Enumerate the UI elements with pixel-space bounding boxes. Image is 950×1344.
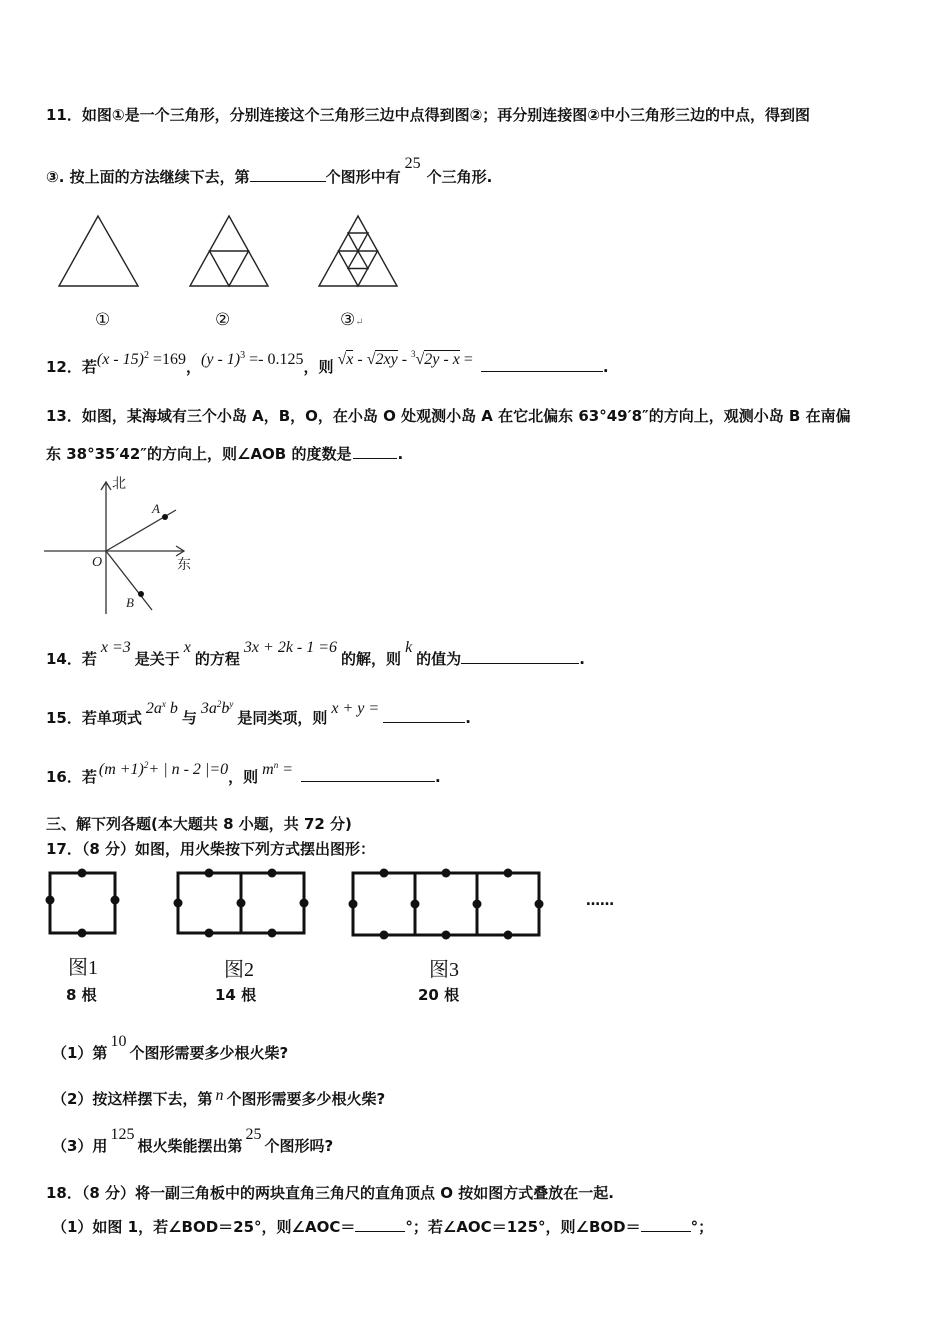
q17-p3-number: 125	[110, 1126, 135, 1143]
q13-line1: 13．如图，某海域有三个小岛 A，B，O，在小岛 O 处观测小岛 A 在它北偏东 63°49′8″的方向上，观测小岛 B 在南偏	[46, 407, 851, 425]
q15-m2sup2: y	[229, 699, 234, 709]
q17-p3-text-c: 个图形吗?	[264, 1137, 334, 1155]
q12-radicand3: 2y - x	[424, 351, 460, 368]
section-heading: 三、解下列各题(本大题共 8 小题，共 72 分)	[46, 815, 352, 833]
q14-math3: 3x + 2k - 1 =6	[243, 639, 338, 656]
q14-text4: 的值为	[416, 650, 462, 668]
fig-label-1: ①	[95, 310, 111, 329]
east-label: 东	[177, 557, 191, 573]
fig-count-2: 14 根	[215, 986, 257, 1004]
q17-p2-n: n	[215, 1087, 224, 1104]
fig-count-3: 20 根	[418, 986, 460, 1004]
q13-text: 东 38°35′42″的方向上，则∠AOB 的度数是	[46, 445, 352, 463]
q16-prefix: 16．若	[46, 768, 97, 786]
q12-expr1: (x - 15)	[96, 351, 144, 368]
q14-text1: 是关于	[134, 650, 180, 668]
fig-label-2: ②	[215, 310, 231, 329]
q16-m1sup: 2	[143, 760, 149, 770]
q15-text1: 与	[181, 709, 197, 727]
continuation-dots: ……	[586, 893, 614, 909]
q15-m2a: 3a	[200, 700, 217, 717]
q17-p3-number2: 25	[245, 1126, 262, 1143]
q15-m1a: 2a	[145, 700, 162, 717]
fig-caption-1: 图1	[68, 957, 98, 979]
q12-prefix: 12．若	[46, 358, 97, 376]
q16-m1: (m +1)	[98, 761, 144, 778]
q16-m4: =	[278, 761, 293, 778]
q17-part1	[52, 1033, 289, 1063]
q14-end: .	[579, 650, 585, 668]
q15-end: .	[465, 709, 471, 727]
q15-m2sup1: 2	[216, 699, 222, 709]
q17-p2-text-a: （2）按这样摆下去，第	[52, 1090, 213, 1108]
q12-radicand1: x	[346, 351, 354, 368]
q11-text-b: 个图形中有	[325, 168, 401, 186]
return-mark: ↵	[355, 317, 364, 328]
q17-p1-number: 10	[110, 1033, 127, 1050]
q17-p1-text-b: 个图形需要多少根火柴?	[129, 1044, 289, 1062]
q16-m3sup: n	[273, 760, 279, 770]
q15-m1sup: x	[161, 699, 166, 709]
q17-p1-text-a: （1）第	[52, 1044, 108, 1062]
q17-p3-text-b: 根火柴能摆出第	[137, 1137, 243, 1155]
q12-comma: ，	[186, 358, 202, 376]
q17-part3	[52, 1126, 334, 1156]
q14-math2: x	[183, 639, 191, 656]
q18-p1-text-b: °；若∠AOC＝125°，则∠BOD＝	[405, 1218, 641, 1236]
q12-cube-index: 3	[411, 349, 416, 359]
q17-part2	[52, 1088, 385, 1109]
q15-prefix: 15．若单项式	[46, 709, 142, 727]
q11-text-a: ③. 按上面的方法继续下去，第	[46, 168, 250, 186]
q12-eq2: =- 0.125	[249, 351, 304, 368]
fig-caption-2: 图2	[224, 959, 254, 981]
q15-m2b: b	[221, 700, 230, 717]
q18-p1-text-c: °；	[690, 1218, 714, 1236]
q12-minus2: -	[397, 351, 412, 368]
fig-caption-3: 图3	[429, 959, 459, 981]
label-B: B	[126, 595, 134, 610]
q12-eq3: =	[459, 351, 473, 368]
q14-math4: k	[405, 639, 413, 656]
q12-expr2: (y - 1)	[201, 351, 241, 368]
q15-text2: 是同类项，则	[237, 709, 328, 727]
q17-p2-text-b: 个图形需要多少根火柴?	[226, 1090, 386, 1108]
q14-math1: x =3	[100, 639, 131, 656]
q16-m2: + | n - 2 |=0	[148, 761, 229, 778]
q16-end: .	[434, 768, 441, 786]
q12-exp1: 2	[143, 350, 149, 361]
q11-line1: 11．如图①是一个三角形，分别连接这个三角形三边中点得到图②；再分别连接图②中小三角形三边的中点，得到图	[46, 106, 810, 124]
q18-part1	[52, 1216, 713, 1237]
q11-text-c: 个三角形.	[426, 168, 493, 186]
q12-then: ，则	[303, 358, 334, 376]
north-label: 北	[112, 476, 126, 492]
fig-label-3: ③↵	[340, 310, 364, 329]
q15-m1b: b	[169, 700, 178, 717]
origin-label: O	[92, 555, 103, 570]
q11-number: 25	[404, 155, 421, 172]
q16-text1: ，则	[228, 768, 259, 786]
q18-blank-1[interactable]	[355, 1217, 405, 1232]
q18-title: 18．（8 分）将一副三角板中的两块直角三角尺的直角顶点 O 按如图方式叠放在一起.	[46, 1184, 614, 1202]
q14-text3: 的解，则	[341, 650, 402, 668]
q14-text2: 的方程	[194, 650, 240, 668]
q17-title: 17．（8 分）如图，用火柴按下列方式摆出图形：	[46, 840, 376, 858]
q18-p1-text-a: （1）如图 1，若∠BOD＝25°，则∠AOC＝	[52, 1218, 356, 1236]
q16-m3: m	[262, 761, 274, 778]
q17-p3-text-a: （3）用	[52, 1137, 108, 1155]
fig-count-1: 8 根	[66, 986, 97, 1004]
fig3-rect	[353, 873, 539, 935]
q13-end: .	[397, 445, 404, 463]
q15-math3: x + y =	[331, 700, 380, 717]
q12-radicand2: 2xy	[375, 351, 398, 368]
q12-minus1: -	[353, 351, 367, 368]
q12-line: 12．若(x - 15)$^2$ =169，(y - 1)$^3$ =- 0.125，则 √x - √2xy - $^3$√2y - x = .	[46, 349, 609, 376]
fig1-square	[50, 873, 115, 933]
q12-exp2: 3	[240, 350, 246, 361]
label-A: A	[152, 501, 160, 516]
matchstick-heads	[46, 869, 544, 940]
q12-eq1: =169	[152, 351, 186, 368]
q18-blank-2[interactable]	[641, 1217, 691, 1232]
q12-end: .	[602, 358, 609, 376]
q14-prefix: 14．若	[46, 650, 97, 668]
